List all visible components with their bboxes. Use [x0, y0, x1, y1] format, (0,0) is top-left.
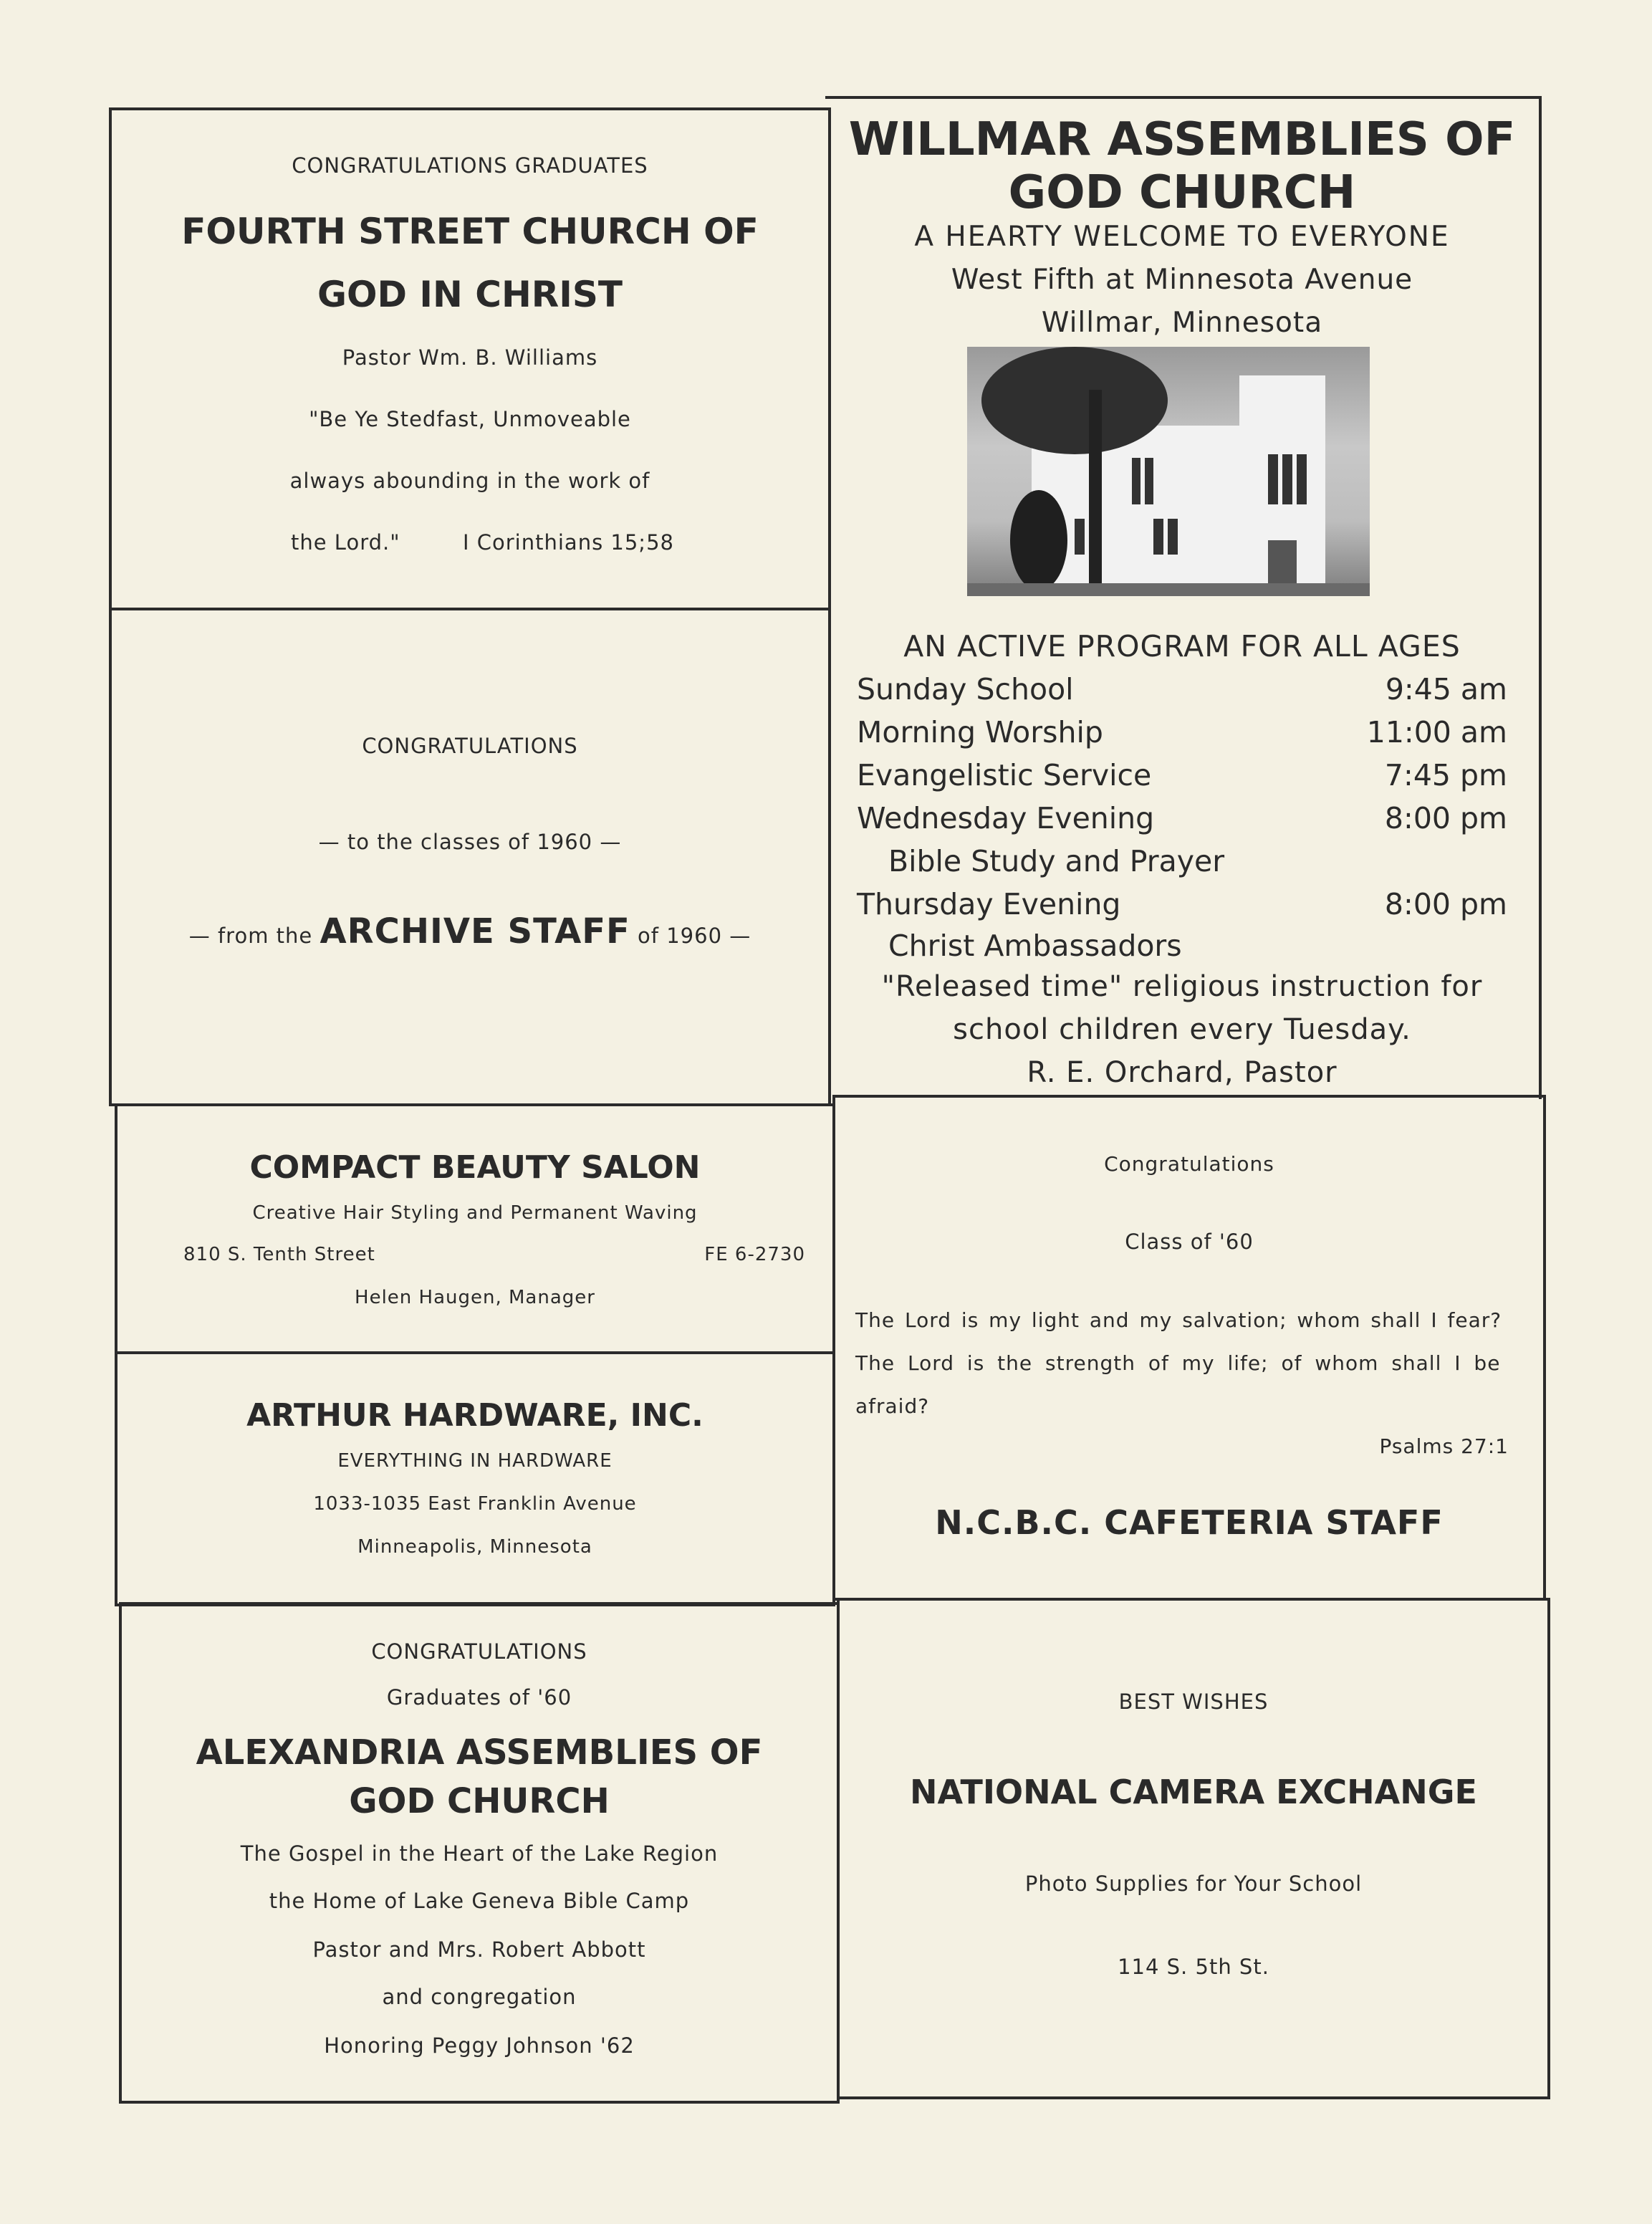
alexandria-ad — [119, 1602, 840, 2104]
fourth-street-name-2: GOD IN CHRIST — [317, 274, 623, 315]
willmar-address-1: West Fifth at Minnesota Avenue — [951, 264, 1413, 296]
schedule-time: 8:00 pm — [1384, 887, 1507, 921]
arthur-city: Minneapolis, Minnesota — [357, 1536, 592, 1558]
archive-from-suffix: of 1960 — — [638, 924, 751, 948]
compact-salon-ad — [115, 1103, 835, 1354]
willmar-pastor: R. E. Orchard, Pastor — [1027, 1056, 1338, 1089]
schedule-name: Christ Ambassadors — [888, 929, 1182, 963]
fourth-street-name-1: FOURTH STREET CHURCH OF — [181, 211, 759, 252]
willmar-name-2: GOD CHURCH — [1008, 166, 1356, 219]
schedule-name: Evangelistic Service — [857, 758, 1152, 792]
arthur-hardware-ad — [115, 1351, 835, 1606]
camera-header: BEST WISHES — [1118, 1689, 1269, 1714]
camera-tagline: Photo Supplies for Your School — [1024, 1871, 1363, 1896]
cafeteria-class: Class of '60 — [1125, 1230, 1254, 1254]
schedule-time: 8:00 pm — [1384, 801, 1507, 835]
arthur-name: ARTHUR HARDWARE, INC. — [246, 1397, 703, 1434]
archive-header: CONGRATULATIONS — [362, 734, 578, 758]
church-photo — [967, 347, 1370, 596]
cafeteria-verse-3: afraid? — [855, 1394, 930, 1418]
camera-exchange-ad — [837, 1598, 1550, 2099]
alexandria-name-2: GOD CHURCH — [349, 1781, 610, 1821]
schedule-name: Bible Study and Prayer — [888, 844, 1225, 878]
fourth-street-header: CONGRATULATIONS GRADUATES — [292, 153, 648, 178]
archive-from-line — [112, 911, 828, 952]
schedule-row — [857, 801, 1507, 835]
alexandria-line-4: and congregation — [382, 1985, 577, 2009]
willmar-welcome: A HEARTY WELCOME TO EVERYONE — [914, 221, 1450, 253]
fourth-street-pastor: Pastor Wm. B. Williams — [342, 345, 598, 370]
cafeteria-staff: N.C.B.C. CAFETERIA STAFF — [935, 1503, 1444, 1542]
cafeteria-header: Congratulations — [1104, 1152, 1274, 1176]
compact-phone: FE 6-2730 — [704, 1244, 805, 1265]
archive-staff-ad — [109, 608, 831, 1106]
schedule-row — [888, 929, 1507, 963]
willmar-name-1: WILLMAR ASSEMBLIES OF — [848, 113, 1516, 166]
alexandria-subheader: Graduates of '60 — [386, 1685, 572, 1710]
alexandria-name-1: ALEXANDRIA ASSEMBLIES OF — [196, 1732, 763, 1773]
willmar-address-2: Willmar, Minnesota — [1041, 307, 1323, 339]
fourth-street-verse-3: the Lord." — [291, 530, 400, 555]
cafeteria-verse-1: The Lord is my light and my salvation; whom shall I fear? — [855, 1308, 1502, 1332]
archive-staff-name: ARCHIVE STAFF — [320, 911, 630, 952]
schedule-name: Morning Worship — [857, 715, 1103, 749]
fourth-street-verse-1: "Be Ye Stedfast, Unmoveable — [309, 407, 631, 431]
camera-name: NATIONAL CAMERA EXCHANGE — [910, 1773, 1477, 1811]
arthur-address: 1033-1035 East Franklin Avenue — [313, 1493, 637, 1515]
schedule-row — [857, 758, 1507, 792]
schedule-name: Thursday Evening — [857, 887, 1121, 921]
schedule-row — [857, 887, 1507, 921]
camera-address: 114 S. 5th St. — [1118, 1955, 1269, 1979]
alexandria-line-5: Honoring Peggy Johnson '62 — [324, 2033, 635, 2058]
schedule-row — [857, 672, 1507, 706]
cafeteria-reference: Psalms 27:1 — [1379, 1434, 1509, 1458]
schedule-name: Wednesday Evening — [857, 801, 1155, 835]
cafeteria-verse-2: The Lord is the strength of my life; of whom shall I be — [855, 1351, 1501, 1375]
compact-tagline: Creative Hair Styling and Permanent Waving — [252, 1202, 698, 1224]
willmar-program-title: AN ACTIVE PROGRAM FOR ALL AGES — [903, 629, 1461, 663]
alexandria-line-2: the Home of Lake Geneva Bible Camp — [269, 1889, 690, 1913]
cafeteria-ad — [832, 1095, 1546, 1601]
willmar-ad — [825, 96, 1542, 1099]
fourth-street-reference: I Corinthians 15;58 — [463, 530, 674, 555]
compact-manager: Helen Haugen, Manager — [355, 1287, 595, 1308]
alexandria-line-1: The Gospel in the Heart of the Lake Region — [240, 1841, 719, 1866]
willmar-released-1: "Released time" religious instruction for — [881, 970, 1483, 1003]
compact-address: 810 S. Tenth Street — [183, 1244, 375, 1265]
fourth-street-verse-2: always abounding in the work of — [289, 469, 650, 493]
arthur-tagline: EVERYTHING IN HARDWARE — [337, 1450, 613, 1472]
schedule-row — [888, 844, 1507, 878]
compact-name: COMPACT BEAUTY SALON — [249, 1149, 701, 1186]
schedule-time: 11:00 am — [1366, 715, 1507, 749]
archive-classes-line: — to the classes of 1960 — — [318, 830, 622, 854]
alexandria-line-3: Pastor and Mrs. Robert Abbott — [312, 1937, 646, 1962]
archive-from-prefix: — from the — [188, 924, 313, 948]
schedule-row — [857, 715, 1507, 749]
fourth-street-ad — [109, 107, 831, 610]
alexandria-header: CONGRATULATIONS — [371, 1639, 587, 1664]
willmar-released-2: school children every Tuesday. — [953, 1013, 1411, 1046]
schedule-time: 7:45 pm — [1384, 758, 1507, 792]
schedule-name: Sunday School — [857, 672, 1074, 706]
schedule-time: 9:45 am — [1385, 672, 1507, 706]
